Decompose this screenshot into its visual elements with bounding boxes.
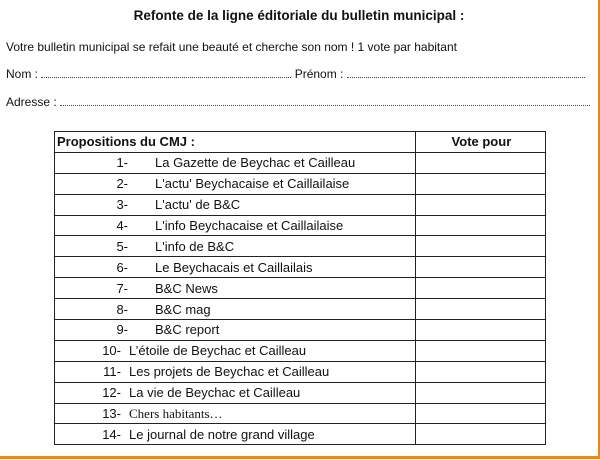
table-row (55, 194, 546, 215)
proposal-cell (55, 194, 416, 215)
proposal-label: B&C mag (155, 301, 211, 317)
vote-cell[interactable] (415, 194, 545, 215)
table-row (55, 403, 546, 424)
table-row (55, 299, 546, 320)
header-proposals: Propositions du CMJ : (55, 132, 416, 153)
nom-field[interactable] (41, 67, 291, 78)
page-title: Refonte de la ligne éditoriale du bulletin municipal : (133, 8, 465, 23)
table-row (55, 236, 546, 257)
intro-text: Votre bulletin municipal se refait une beauté et cherche son nom ! 1 vote par habitant (6, 40, 457, 54)
proposal-cell (55, 424, 416, 445)
table-row (55, 257, 546, 278)
proposal-number: 14- (102, 426, 121, 442)
proposal-cell (55, 173, 416, 194)
table-row (55, 278, 546, 299)
proposal-label: L'info Beychacaise et Caillailaise (155, 218, 344, 233)
vote-cell[interactable] (415, 340, 545, 361)
table-row (55, 424, 546, 445)
proposal-number: 12- (102, 385, 121, 401)
proposal-number: 10- (102, 343, 121, 359)
proposal-label: Le journal de notre grand village (129, 426, 315, 442)
proposal-label: B&C report (155, 322, 220, 338)
proposal-number: 6- (116, 259, 128, 275)
prenom-label: Prénom : (294, 67, 344, 81)
proposal-number: 5- (116, 238, 128, 254)
vote-cell[interactable] (415, 173, 545, 194)
proposal-cell (55, 361, 416, 382)
proposal-cell (55, 382, 416, 403)
header-vote: Vote pour (415, 132, 545, 153)
table-row (55, 215, 546, 236)
vote-cell[interactable] (415, 382, 545, 403)
proposal-cell (55, 236, 416, 257)
address-line (6, 95, 590, 109)
proposal-label: La Gazette de Beychac et Cailleau (155, 155, 356, 171)
proposal-cell (55, 215, 416, 236)
proposal-number: 3- (116, 197, 128, 213)
proposal-label: La vie de Beychac et Cailleau (129, 385, 301, 401)
vote-cell[interactable] (415, 278, 545, 299)
proposal-cell (55, 299, 416, 320)
table-row (55, 173, 546, 194)
proposal-number: 9- (116, 322, 128, 338)
nom-label: Nom : (6, 67, 39, 81)
table-row (55, 152, 546, 173)
table-row (55, 382, 546, 403)
table-row (55, 340, 546, 361)
vote-cell[interactable] (415, 403, 545, 424)
proposal-label: L'actu' Beychacaise et Caillailaise (155, 176, 350, 192)
name-line (6, 67, 585, 81)
proposal-cell (55, 257, 416, 278)
vote-cell[interactable] (415, 320, 545, 341)
vote-cell[interactable] (415, 152, 545, 173)
proposal-number: 8- (116, 301, 128, 317)
table-header-row (55, 132, 546, 153)
proposal-label: B&C News (155, 280, 218, 296)
vote-cell[interactable] (415, 424, 545, 445)
proposal-number: 4- (116, 218, 128, 233)
proposal-label: L'actu' de B&C (155, 197, 241, 213)
proposal-cell (55, 278, 416, 299)
vote-cell[interactable] (415, 215, 545, 236)
proposal-label: Chers habitants… (129, 406, 223, 422)
proposal-label: L’étoile de Beychac et Cailleau (129, 343, 307, 359)
table-row (55, 361, 546, 382)
vote-cell[interactable] (415, 361, 545, 382)
adresse-field[interactable] (60, 95, 590, 106)
proposal-number: 1- (116, 155, 128, 171)
proposal-number: 2- (116, 176, 128, 192)
proposal-cell (55, 152, 416, 173)
proposal-label: L'info de B&C (155, 238, 235, 254)
proposal-number: 7- (116, 280, 128, 296)
adresse-label: Adresse : (6, 95, 57, 109)
vote-cell[interactable] (415, 257, 545, 278)
proposal-cell (55, 340, 416, 361)
table-row (55, 320, 546, 341)
proposal-cell (55, 403, 416, 424)
vote-table (54, 131, 546, 445)
vote-cell[interactable] (415, 236, 545, 257)
proposal-label: Les projets de Beychac et Cailleau (129, 364, 330, 380)
proposal-number: 13- (102, 406, 121, 422)
proposal-label: Le Beychacais et Caillailais (155, 259, 313, 275)
proposal-cell (55, 320, 416, 341)
proposal-number: 11- (103, 364, 121, 380)
prenom-field[interactable] (347, 67, 585, 78)
vote-cell[interactable] (415, 299, 545, 320)
